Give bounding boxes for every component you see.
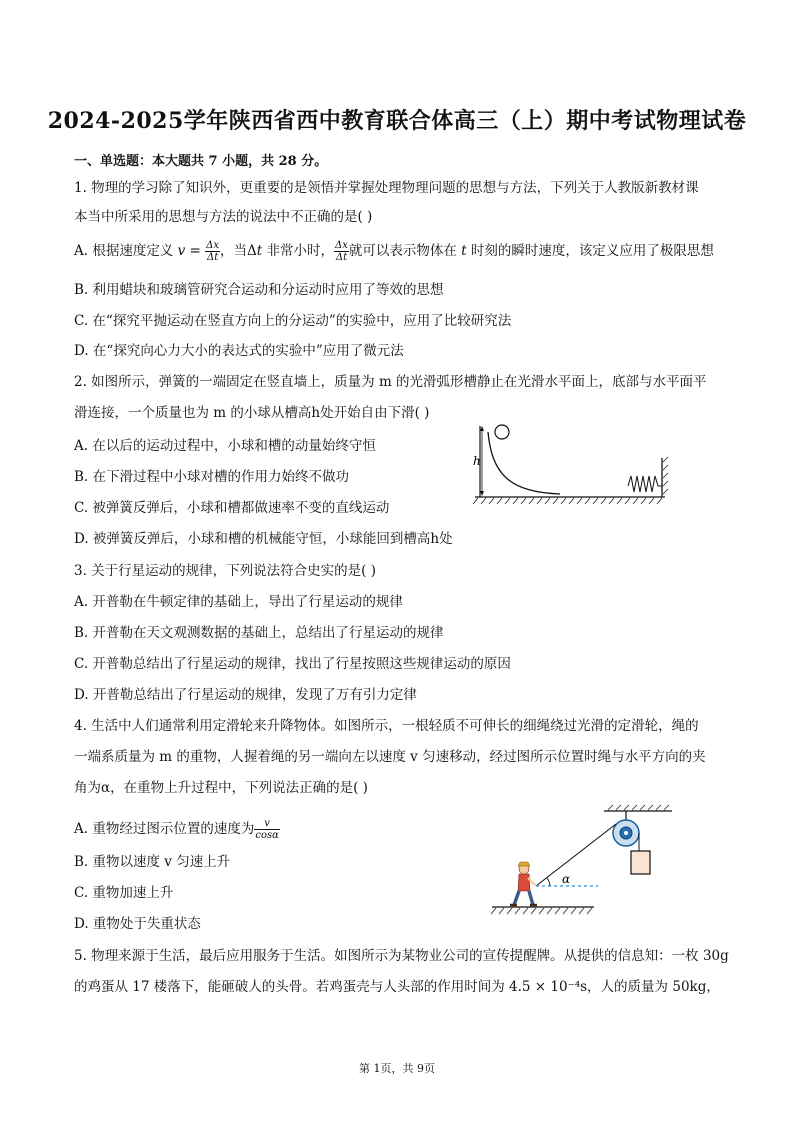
q1-a-mid2: 非常小时， xyxy=(262,243,335,259)
q1-stem-line1: 1. 物理的学习除了知识外，更重要的是领悟并掌握处理物理问题的思想与方法，下列关于人教版新教材课 xyxy=(74,180,699,196)
q2-stem-line1: 2. 如图所示，弹簧的一端固定在竖直墙上，质量为 m 的光滑弧形槽静止在光滑水平面上，底部与水平面平 xyxy=(74,374,707,390)
section-heading: 一、单选题：本大题共 7 小题，共 28 分。 xyxy=(74,154,328,169)
q1-a-frac2-den: Δt xyxy=(335,252,348,263)
q5-stem-line1: 5. 物理来源于生活，最后应用服务于生活。如图所示为某物业公司的宣传提醒牌。从提供的信息知：一枚 30g xyxy=(74,948,729,964)
q1-a-fraction-1 xyxy=(205,240,220,263)
q2-option-c: C. 被弹簧反弹后，小球和槽都做速率不变的直线运动 xyxy=(74,500,390,516)
q4-a-pre: A. 重物经过图示位置的速度为 xyxy=(74,821,255,837)
q4-angle-arc xyxy=(547,878,550,886)
q1-option-d: D. 在“探究向心力大小的表达式的实验中”应用了微元法 xyxy=(74,343,404,359)
q2-option-a: A. 在以后的运动过程中，小球和槽的动量始终守恒 xyxy=(74,438,376,454)
q3-option-a: A. 开普勒在牛顿定律的基础上，导出了行星运动的规律 xyxy=(74,594,403,610)
q1-a-v: v xyxy=(177,243,186,259)
q4-pulley-axle xyxy=(624,831,628,835)
q4-a-frac-num: v xyxy=(254,818,280,830)
q1-stem-line2: 本当中所采用的思想与方法的说法中不正确的是( ) xyxy=(74,209,373,225)
q1-a-frac-den: Δt xyxy=(206,252,219,263)
q4-ground-hatch xyxy=(491,908,592,914)
q1-a-eq: = xyxy=(185,243,206,259)
q3-option-d: D. 开普勒总结出了行星运动的规律，发现了万有引力定律 xyxy=(74,687,417,703)
q2-stem-line2: 滑连接，一个质量也为 m 的小球从槽高h处开始自由下滑( ) xyxy=(74,405,430,421)
q1-a-mid3: 就可以表示物体在 xyxy=(348,243,462,259)
q1-a-fraction-2 xyxy=(334,240,349,263)
q5-stem-line2: 的鸡蛋从 17 楼落下，能砸破人的头骨。若鸡蛋壳与人头部的作用时间为 4.5 × 10⁻⁴s，人的质量为 50kg， xyxy=(74,979,720,995)
q2-figure xyxy=(470,420,670,510)
q2-wall-hatch xyxy=(663,457,668,494)
q4-rope-slanted xyxy=(536,824,616,886)
q1-a-t2: t xyxy=(461,243,467,259)
q3-stem: 3. 关于行星运动的规律，下列说法符合史实的是( ) xyxy=(74,563,376,579)
q4-person xyxy=(510,862,537,905)
q4-stem-line1: 4. 生活中人们通常利用定滑轮来升降物体。如图所示，一根轻质不可伸长的细绳绕过光滑的定滑轮，绳的 xyxy=(74,718,699,734)
q1-a-pre: A. 根据速度定义 xyxy=(74,243,178,259)
q2-spring xyxy=(628,476,662,492)
q1-a-mid1: ，当Δ xyxy=(220,243,257,259)
q1-a-t1: t xyxy=(256,243,263,259)
q1-option-c: C. 在“探究平抛运动在竖直方向上的分运动”的实验中，应用了比较研究法 xyxy=(74,313,512,329)
q4-a-fraction xyxy=(254,818,280,841)
q4-weight xyxy=(631,851,650,874)
q4-option-d: D. 重物处于失重状态 xyxy=(74,916,201,932)
q4-option-c: C. 重物加速上升 xyxy=(74,885,174,901)
q2-floor-hatch xyxy=(473,498,662,504)
q2-label-h: h xyxy=(473,454,481,468)
q2-ball xyxy=(495,425,509,439)
q2-option-d: D. 被弹簧反弹后，小球和槽的机械能守恒，小球能回到槽高h处 xyxy=(74,531,453,547)
q1-option-a xyxy=(74,240,714,263)
q2-arrow-head-top xyxy=(480,426,484,431)
q2-arrow-head-bottom xyxy=(480,491,484,496)
q4-option-b: B. 重物以速度 v 匀速上升 xyxy=(74,854,231,870)
q4-ceiling-hatch xyxy=(608,805,669,810)
q1-a-frac2-num: Δx xyxy=(335,240,348,251)
page-footer: 第 1页，共 9页 xyxy=(359,1062,435,1075)
q4-a-frac-den: cosα xyxy=(255,830,279,841)
q4-stem-line2: 一端系质量为 m 的重物，人握着绳的另一端向左以速度 v 匀速移动，经过图所示位置时绳与水平方向的夹 xyxy=(74,749,706,765)
q4-option-a xyxy=(74,818,280,841)
q4-figure xyxy=(486,803,686,923)
q3-option-b: B. 开普勒在天文观测数据的基础上，总结出了行星运动的规律 xyxy=(74,625,444,641)
q2-option-b: B. 在下滑过程中小球对槽的作用力始终不做功 xyxy=(74,469,350,485)
page-title: 2024-2025学年陕西省西中教育联合体高三（上）期中考试物理试卷 xyxy=(47,108,747,134)
q1-a-frac-num: Δx xyxy=(206,240,220,251)
q4-label-alpha: α xyxy=(562,872,571,886)
q1-a-post: 时刻的瞬时速度，该定义应用了极限思想 xyxy=(466,243,714,259)
q3-option-c: C. 开普勒总结出了行星运动的规律，找出了行星按照这些规律运动的原因 xyxy=(74,656,511,672)
q2-slot-curve xyxy=(488,432,560,494)
q4-stem-line3: 角为α，在重物上升过程中，下列说法正确的是( ) xyxy=(74,780,368,796)
q1-option-b: B. 利用蜡块和玻璃管研究合运动和分运动时应用了等效的思想 xyxy=(74,282,444,298)
